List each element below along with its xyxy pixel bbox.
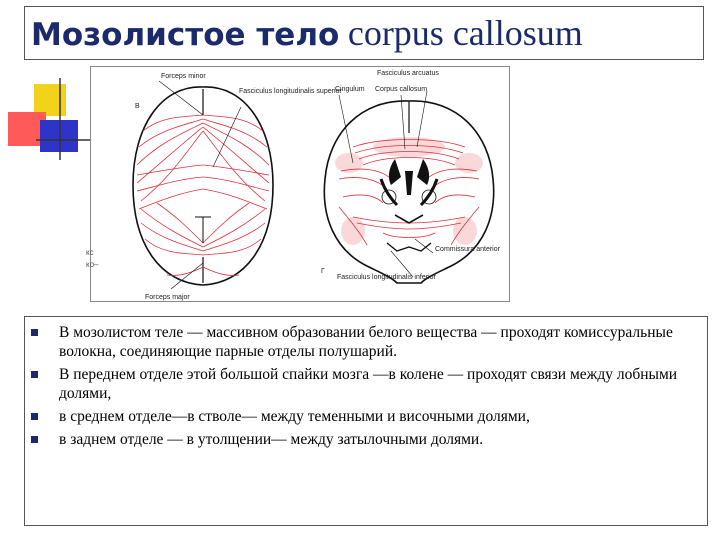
side-fragment-2: ко– <box>86 260 99 269</box>
label-fasc-long-sup: Fasciculus longitudinalis superior <box>239 88 342 95</box>
title-frame <box>24 6 704 60</box>
bullet-square-icon <box>31 436 38 443</box>
bullet-item <box>25 323 695 361</box>
bullet-text: В мозолистом теле — массивном образовании белого вещества — проходят комиссуральные волокна, соединяющие парные отделы полушарий. <box>59 324 673 360</box>
bullet-text: В переднем отделе этой большой спайки мозга —в колене — проходят связи между лобными долями, <box>59 366 678 402</box>
decorative-squares <box>0 68 100 178</box>
bullet-item <box>25 365 695 403</box>
bullet-square-icon <box>31 371 38 378</box>
bullet-item <box>25 430 695 449</box>
side-fragment-1: кс <box>86 248 94 257</box>
label-fasc-long-inf: Fasciculus longitudinalis inferior <box>337 274 436 281</box>
coronal-section-panel <box>324 91 493 283</box>
title-latin: corpus callosum <box>347 13 583 53</box>
slide-title <box>31 13 583 55</box>
label-panel-g: Г <box>321 268 325 275</box>
label-commissura-anterior: Commissura anterior <box>435 246 500 253</box>
bullets-frame <box>24 316 708 526</box>
label-corpus-callosum: Corpus callosum <box>375 86 428 93</box>
label-forceps-minor: Forceps minor <box>161 73 206 80</box>
label-cingulum: Cingulum <box>335 86 365 93</box>
bullet-text: в заднем отделе — в утолщении— между затылочными долями. <box>59 431 484 448</box>
bullet-item <box>25 407 695 426</box>
brain-diagram <box>90 66 510 302</box>
horizontal-section-panel <box>133 81 273 289</box>
title-russian: Мозолистое тело <box>31 17 340 53</box>
label-forceps-major: Forceps major <box>145 294 190 301</box>
label-fasc-arcuatus: Fasciculus arcuatus <box>377 70 439 77</box>
bullet-text: в среднем отделе—в стволе— между теменными и височными долями, <box>59 408 530 425</box>
bullet-list <box>25 323 695 453</box>
bullet-square-icon <box>31 413 38 420</box>
bullet-square-icon <box>31 329 38 336</box>
label-panel-b: В <box>135 103 140 110</box>
